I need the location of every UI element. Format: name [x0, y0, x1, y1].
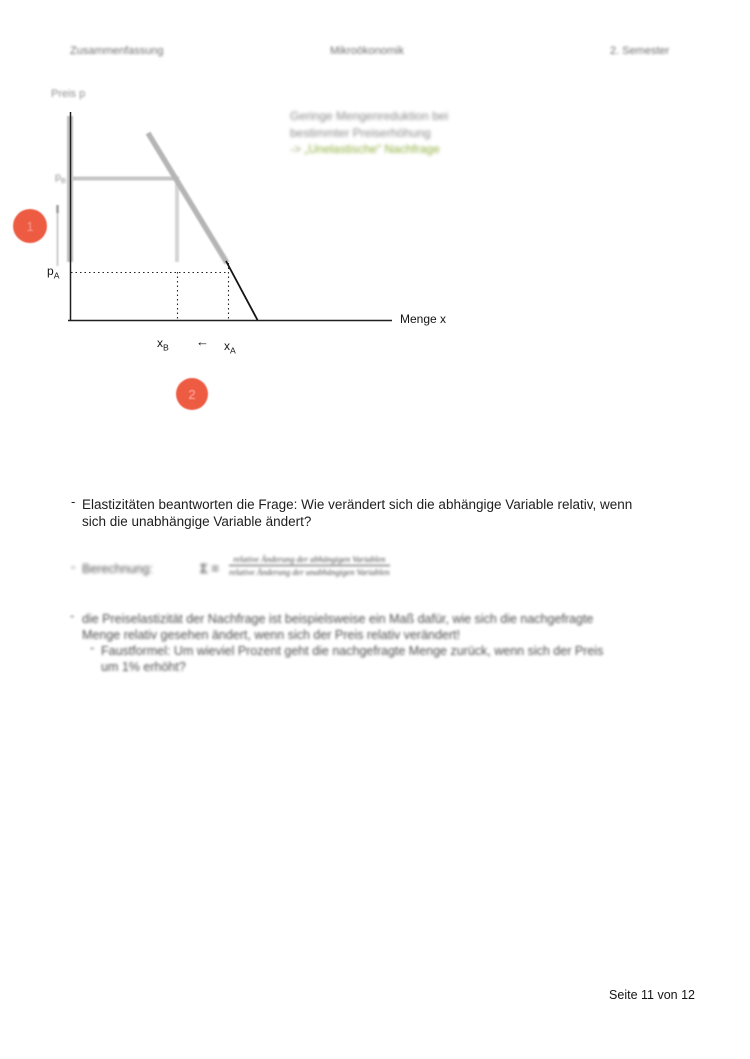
page-number: Seite 11 von 12 — [609, 988, 695, 1002]
calculation-label: Berechnung: — [82, 562, 153, 576]
y-axis-title: Preis p — [51, 88, 86, 100]
demand-diagram — [0, 0, 750, 430]
elasticity-line-1: Elastizitäten beantworten die Frage: Wie verändert sich die abhängige Variable relativ, wenn — [82, 497, 633, 512]
shift-left-arrow: ← — [196, 334, 209, 349]
annotation-line-2: bestimmter Preiserhöhung — [290, 125, 431, 140]
annotation-marker-1: 1 — [13, 209, 47, 243]
calculation-symbol: Σ = — [200, 561, 220, 576]
annotation-arrow: -> — [290, 142, 302, 156]
price-elasticity-line-2: Menge relativ gesehen ändert, wenn sich der Preis relativ verändert! — [82, 628, 460, 642]
annotation-highlight-line — [290, 141, 448, 158]
rule-of-thumb-paragraph — [101, 643, 603, 675]
highlighter-marks — [58, 116, 228, 266]
demand-curve-black-segment — [226, 261, 258, 320]
bullet-dash-3: - — [70, 608, 75, 623]
elasticity-paragraph — [82, 497, 632, 530]
xb-tick-label: $x_B$ — [157, 336, 169, 353]
annotation-line-1: Geringe Mengenreduktion bei — [290, 109, 449, 123]
pb-tick-label: $p_B$ — [55, 171, 66, 186]
price-elasticity-line-1: die Preiselastizität der Nachfrage ist beispielsweise ein Maß dafür, wie sich die nachgefragte — [82, 612, 594, 626]
x-axis-title: Menge x — [400, 312, 447, 326]
bullet-dash-4: - — [90, 640, 95, 655]
pa-tick-label: $p_A$ — [47, 264, 60, 281]
chart-annotation — [290, 108, 448, 158]
rule-of-thumb-line-1: Faustformel: Um wieviel Prozent geht die nachgefragte Menge zurück, wenn sich der Preis — [101, 644, 604, 658]
annotation-marker-2: 2 — [176, 378, 208, 410]
header-center: Mikroökonomik — [330, 45, 404, 57]
fraction-numerator: relative Änderung der abhängigen Variablen — [229, 554, 390, 566]
elasticity-line-2: sich die unabhängige Variable ändert? — [82, 513, 312, 529]
fraction-denominator: relative Änderung der unabhängigen Variablen — [229, 567, 390, 577]
demand-curve-gray-segment — [148, 133, 227, 263]
header-right: 2. Semester — [610, 45, 670, 57]
rule-of-thumb-line-2: um 1% erhöht? — [101, 660, 186, 674]
annotation-green-text: „Unelastische“ Nachfrage — [304, 142, 440, 156]
header-left: Zusammenfassung — [70, 45, 164, 57]
bullet-dash-1: - — [71, 494, 76, 509]
xa-tick-label: $x_A$ — [224, 339, 236, 356]
calculation-fraction — [229, 554, 390, 577]
price-elasticity-paragraph — [82, 611, 593, 643]
bullet-dash-2: - — [71, 559, 76, 574]
